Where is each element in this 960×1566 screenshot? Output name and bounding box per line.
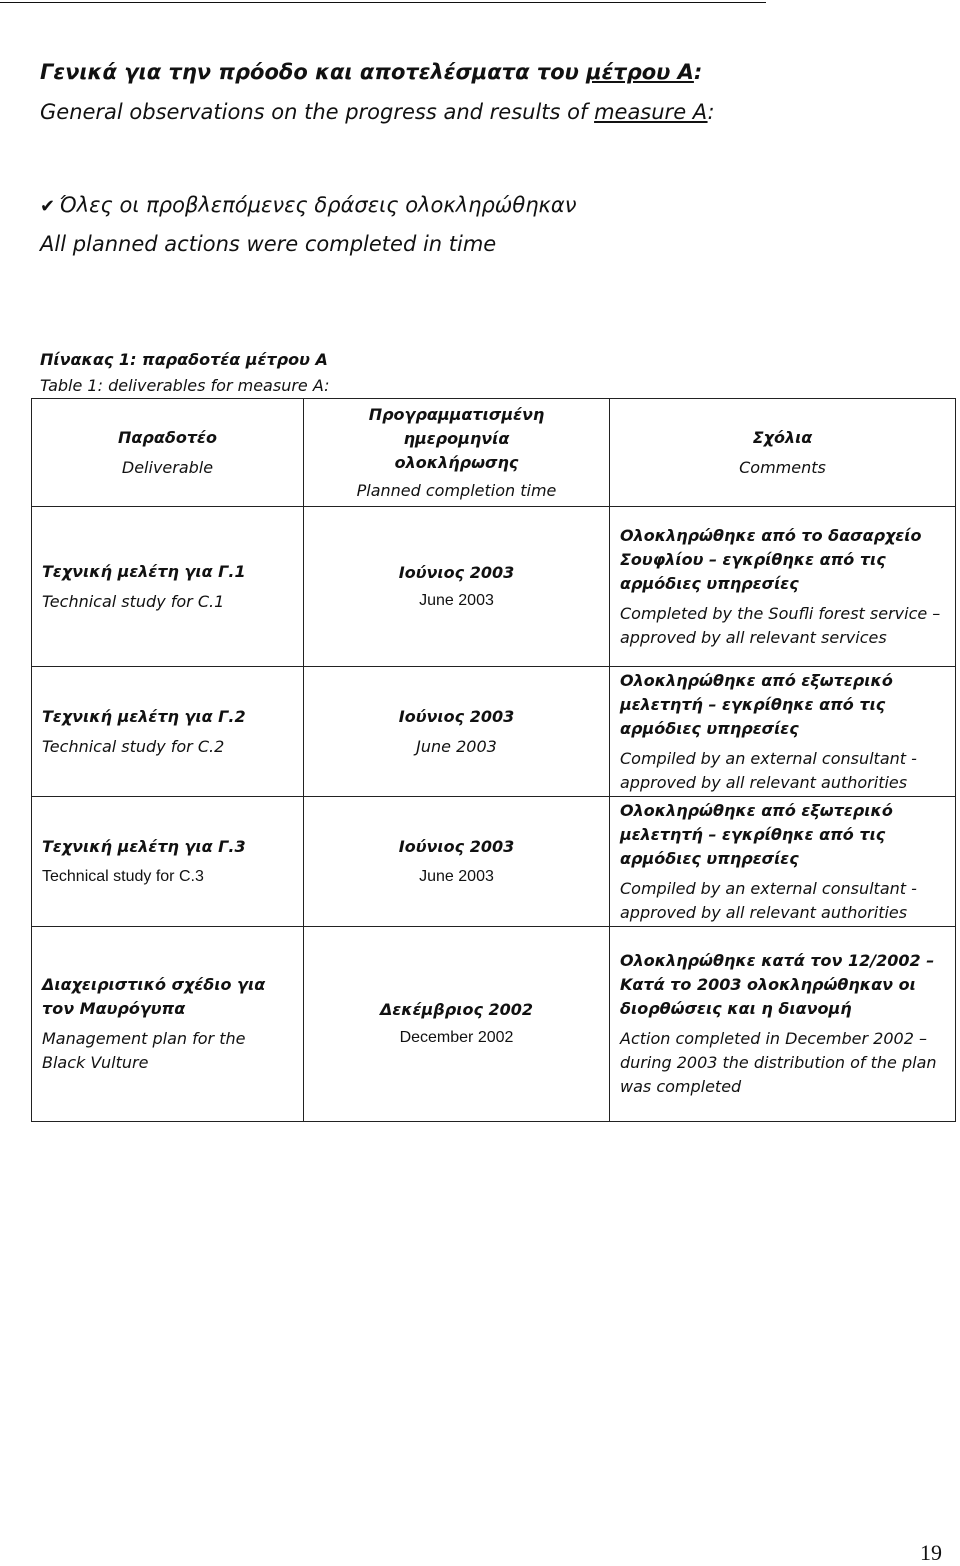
cell-date <box>304 927 610 1122</box>
cell-deliverable <box>32 797 304 927</box>
row3-deliverable-en: Technical study for C.3 <box>42 867 204 885</box>
row2-date-en: June 2003 <box>416 736 497 756</box>
header-planned-date-gr: Προγραμματισμένη ημερομηνία ολοκλήρωσης <box>368 404 545 472</box>
section-heading-greek: Γενικά για την πρόοδο και αποτελέσματα του μέτρου Α: <box>40 60 703 84</box>
row3-date-en: June 2003 <box>419 867 494 885</box>
table-caption-greek: Πίνακας 1: παραδοτέα μέτρου Α <box>40 350 328 369</box>
row1-deliverable-en: Technical study for C.1 <box>42 591 225 611</box>
row3-comment-gr: Ολοκληρώθηκε από εξωτερικό μελετητή – εγκρίθηκε από τις αρμόδιες υπηρεσίες <box>620 800 893 868</box>
row1-date-gr: Ιούνιος 2003 <box>398 562 515 582</box>
row4-comment-gr: Ολοκληρώθηκε κατά τον 12/2002 – Κατά το 2003 ολοκληρώθηκαν οι διορθώσεις και η διανομή <box>620 951 935 1018</box>
header-comments-en: Comments <box>739 457 826 477</box>
row1-comment-en: Completed by the Soufli forest service – approved by all relevant services <box>620 603 941 647</box>
page-number: 19 <box>920 1540 942 1565</box>
header-deliverable-gr: Παραδοτέο <box>118 427 217 447</box>
row1-deliverable-gr: Τεχνική μελέτη για Γ.1 <box>42 561 246 581</box>
row3-deliverable-gr: Τεχνική μελέτη για Γ.3 <box>42 836 246 856</box>
table-row <box>32 797 956 927</box>
row4-comment-en: Action completed in December 2002 – during 2003 the distribution of the plan was completed <box>620 1029 937 1096</box>
cell-comment <box>610 927 956 1122</box>
cell-comment <box>610 667 956 797</box>
heading-greek-underlined: μέτρου Α <box>586 60 694 84</box>
header-deliverable-en: Deliverable <box>121 457 214 477</box>
row2-date-gr: Ιούνιος 2003 <box>398 706 515 726</box>
header-comments <box>610 399 956 507</box>
top-rule <box>0 2 766 3</box>
row4-date-en: December 2002 <box>399 1029 514 1046</box>
status-greek <box>40 193 576 217</box>
table-row <box>32 927 956 1122</box>
status-greek-text: Όλες οι προβλεπόμενες δράσεις ολοκληρώθηκαν <box>59 193 577 217</box>
header-deliverable <box>32 399 304 507</box>
table-caption-english: Table 1: deliverables for measure A: <box>40 376 330 395</box>
status-english: All planned actions were completed in time <box>40 232 497 256</box>
table-row <box>32 507 956 667</box>
table-header-row <box>32 399 956 507</box>
row2-comment-en: Compiled by an external consultant - approved by all relevant authorities <box>620 748 917 792</box>
row3-date-gr: Ιούνιος 2003 <box>398 836 515 856</box>
row1-date-en: June 2003 <box>419 591 494 609</box>
header-planned-date-en: Planned completion time <box>356 480 557 500</box>
cell-comment <box>610 507 956 667</box>
section-heading-english: General observations on the progress and results of measure A: <box>40 100 715 124</box>
heading-english-underlined: measure A <box>594 100 708 124</box>
deliverables-table <box>31 398 956 1122</box>
row4-date-gr: Δεκέμβριος 2002 <box>379 1000 534 1019</box>
table-row <box>32 667 956 797</box>
row4-deliverable-gr: Διαχειριστικό σχέδιο για τον Μαυρόγυπα <box>42 975 266 1018</box>
cell-comment <box>610 797 956 927</box>
header-comments-gr: Σχόλια <box>752 427 813 447</box>
row2-comment-gr: Ολοκληρώθηκε από εξωτερικό μελετητή – εγκρίθηκε από τις αρμόδιες υπηρεσίες <box>620 670 893 738</box>
header-planned-date <box>304 399 610 507</box>
row3-comment-en: Compiled by an external consultant - approved by all relevant authorities <box>620 878 917 922</box>
cell-date <box>304 507 610 667</box>
checkmark-icon: ✔ <box>40 196 56 217</box>
cell-date <box>304 797 610 927</box>
cell-deliverable <box>32 667 304 797</box>
cell-date <box>304 667 610 797</box>
row2-deliverable-gr: Τεχνική μελέτη για Γ.2 <box>42 706 246 726</box>
cell-deliverable <box>32 507 304 667</box>
row2-deliverable-en: Technical study for C.2 <box>42 736 225 756</box>
cell-deliverable <box>32 927 304 1122</box>
row1-comment-gr: Ολοκληρώθηκε από το δασαρχείο Σουφλίου – εγκρίθηκε από τις αρμόδιες υπηρεσίες <box>620 525 922 593</box>
row4-deliverable-en: Management plan for the Black Vulture <box>42 1029 246 1072</box>
